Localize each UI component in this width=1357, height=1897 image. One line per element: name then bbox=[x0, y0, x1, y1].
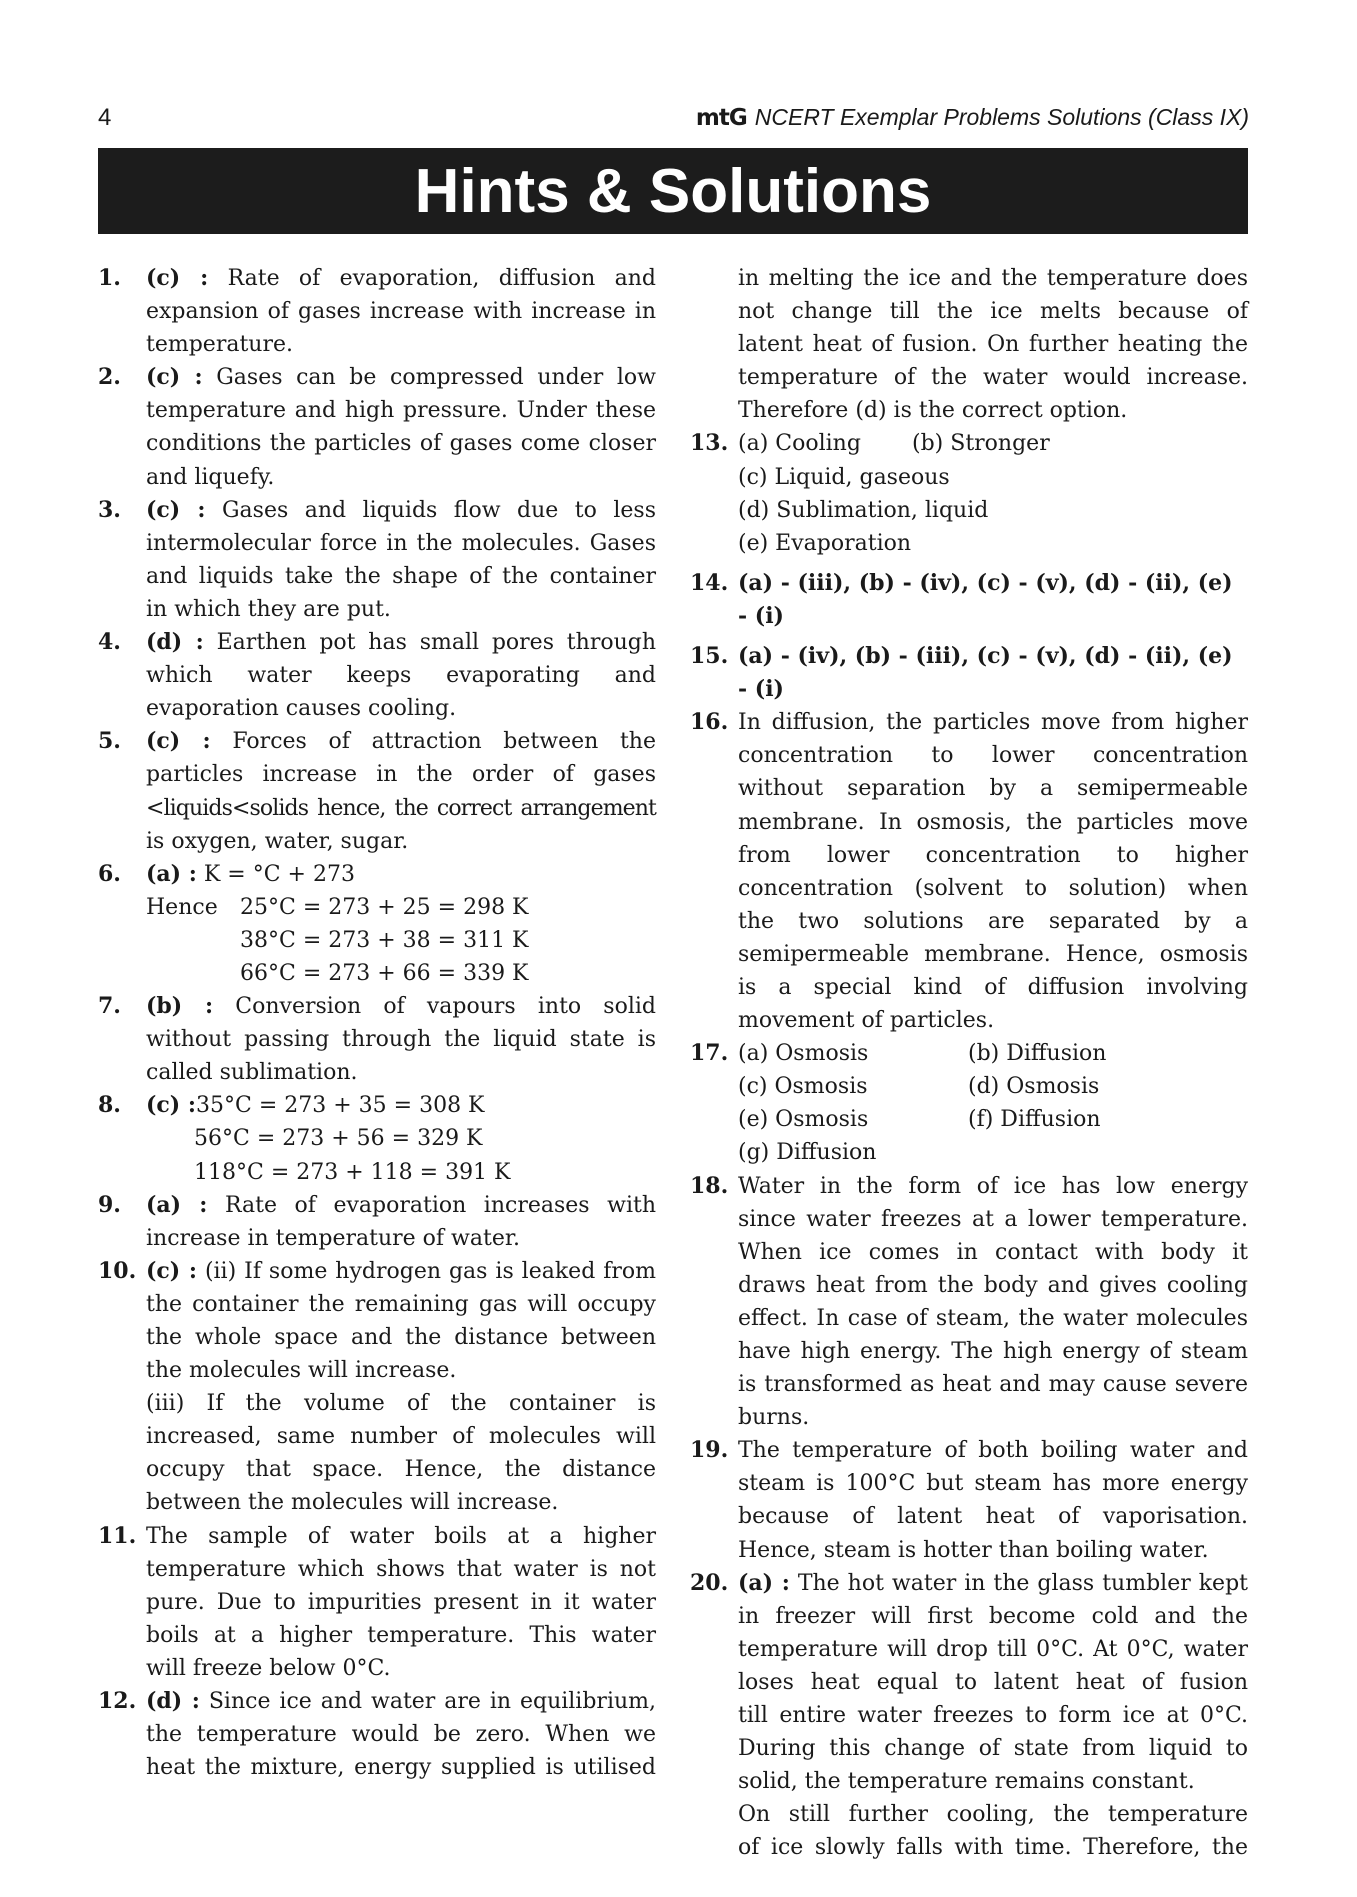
answer-option: (c) : bbox=[146, 265, 209, 291]
answer-line: increased, same number of molecules will bbox=[146, 1424, 656, 1450]
publisher-logo: mtG bbox=[695, 105, 747, 131]
answer-line: of ice slowly falls with time. Therefore, the bbox=[738, 1835, 1248, 1861]
answer-line: (iii) If the volume of the container is bbox=[146, 1391, 656, 1417]
answer-line bbox=[146, 858, 656, 891]
answer-line: movement of particles. bbox=[738, 1008, 995, 1034]
answer-number: 12. bbox=[98, 1688, 137, 1715]
answer-line: since water freezes at a lower temperature. bbox=[738, 1206, 1248, 1232]
answer-line: concentration to lower concentration bbox=[738, 743, 1248, 769]
answer-option: (b) : bbox=[146, 993, 214, 1020]
answer-20 bbox=[690, 1567, 1248, 1865]
answer-line: steam is 100°C but steam has more energy bbox=[738, 1471, 1248, 1497]
answer-text: Gases can be compressed under low bbox=[216, 365, 657, 391]
answer-number: 13. bbox=[690, 430, 729, 457]
answer-line: which water keeps evaporating and bbox=[146, 663, 656, 689]
equation: 25°C = 273 + 25 = 298 K bbox=[240, 894, 529, 920]
answer-line: without passing through the liquid state is bbox=[146, 1027, 656, 1053]
answer-line: is oxygen, water, sugar. bbox=[146, 828, 409, 854]
answer-number: 14. bbox=[690, 569, 729, 596]
answer-line: Water in the form of ice has low energy bbox=[738, 1173, 1248, 1199]
answer-line: temperature will drop till 0°C. At 0°C, water bbox=[738, 1636, 1248, 1662]
answer-option: (a) : bbox=[146, 860, 197, 887]
answer-15 bbox=[690, 640, 1248, 706]
running-header bbox=[98, 100, 1249, 136]
answer-line: expansion of gases increase with increase in bbox=[146, 299, 656, 325]
answer-18 bbox=[690, 1170, 1248, 1435]
answer-number: 1. bbox=[98, 265, 121, 291]
answer-text: Forces of attraction between the bbox=[232, 729, 656, 755]
option-g: (g) Diffusion bbox=[738, 1140, 877, 1166]
option-b: (b) Diffusion bbox=[968, 1041, 1107, 1067]
answer-line: is transformed as heat and may cause severe bbox=[738, 1372, 1248, 1398]
answer-10 bbox=[98, 1255, 656, 1520]
option-a: (a) Osmosis bbox=[738, 1041, 869, 1067]
answer-6 bbox=[98, 858, 656, 990]
answer-option: (c) : bbox=[146, 1257, 197, 1284]
answer-option: (c) : bbox=[146, 496, 206, 523]
answer-line bbox=[146, 1189, 656, 1222]
answer-number: 7. bbox=[98, 993, 121, 1020]
option-d: (d) Osmosis bbox=[968, 1074, 1100, 1100]
answer-line: the whole space and the distance between bbox=[146, 1325, 656, 1350]
answer-line: from lower concentration to higher bbox=[738, 842, 1248, 868]
answer-line: Therefore (d) is the correct option. bbox=[738, 398, 1128, 424]
answer-16 bbox=[690, 706, 1248, 1037]
answer-line: On still further cooling, the temperature bbox=[738, 1802, 1248, 1828]
answer-line: in which they are put. bbox=[146, 596, 391, 622]
answer-9 bbox=[98, 1189, 656, 1255]
match-answer bbox=[738, 640, 1248, 706]
answer-number: 19. bbox=[690, 1437, 729, 1464]
answer-line: Hence, steam is hotter than boiling water. bbox=[738, 1537, 1209, 1563]
book-title-text: NCERT Exemplar Problems Solutions (Class IX) bbox=[754, 104, 1249, 130]
option-e: (e) Evaporation bbox=[738, 530, 912, 556]
answer-5 bbox=[98, 725, 656, 857]
answer-4 bbox=[98, 626, 656, 725]
answer-line: temperature. bbox=[146, 332, 293, 358]
answer-line bbox=[146, 1089, 656, 1122]
answer-19 bbox=[690, 1434, 1248, 1566]
answer-line bbox=[146, 262, 656, 295]
answer-number: 16. bbox=[690, 709, 729, 736]
answer-2 bbox=[98, 361, 656, 493]
answer-line: pure. Due to impurities present in it water bbox=[146, 1589, 656, 1615]
answer-option: (d) : bbox=[146, 1688, 200, 1715]
answer-line: During this change of state from liquid to bbox=[738, 1736, 1248, 1762]
answer-line: the container the remaining gas will occupy bbox=[146, 1291, 656, 1317]
answer-number: 15. bbox=[690, 643, 729, 670]
answer-line: membrane. In osmosis, the particles move bbox=[738, 809, 1248, 835]
answer-11 bbox=[98, 1520, 656, 1685]
spacer bbox=[690, 560, 1248, 567]
answer-line: particles increase in the order of gases bbox=[146, 762, 656, 788]
answer-line: <liquids<solids hence, the correct arrangement bbox=[146, 795, 656, 821]
answer-number: 3. bbox=[98, 496, 121, 523]
answer-number: 5. bbox=[98, 728, 121, 755]
match-answer-text: (a) - (iii), (b) - (iv), (c) - (v), (d) - (ii), (e) - (i) bbox=[738, 569, 1233, 629]
equation: 56°C = 273 + 56 = 329 K bbox=[194, 1126, 483, 1152]
answer-line bbox=[146, 494, 656, 527]
option-c: (c) Liquid, gaseous bbox=[738, 464, 950, 490]
answer-8 bbox=[98, 1089, 656, 1188]
answer-option: (c) : bbox=[146, 1092, 196, 1119]
answer-number: 18. bbox=[690, 1172, 729, 1199]
answer-option: (a) : bbox=[146, 1191, 208, 1218]
answer-line: and liquids take the shape of the container bbox=[146, 563, 656, 589]
answer-line bbox=[146, 361, 656, 394]
answer-line bbox=[146, 626, 656, 659]
equation: 35°C = 273 + 35 = 308 K bbox=[196, 1093, 485, 1119]
answer-line: the two solutions are separated by a bbox=[738, 908, 1248, 934]
answer-line: have high energy. The high energy of steam bbox=[738, 1339, 1248, 1364]
answer-14 bbox=[690, 567, 1248, 633]
answer-line: temperature which shows that water is not bbox=[146, 1556, 656, 1582]
answer-1 bbox=[98, 262, 656, 361]
answer-line bbox=[738, 1037, 1248, 1070]
equation: 38°C = 273 + 38 = 311 K bbox=[240, 927, 529, 953]
hence-label: Hence bbox=[146, 894, 218, 920]
answer-line: between the molecules will increase. bbox=[146, 1490, 559, 1516]
book-title bbox=[696, 104, 1249, 131]
page-number: 4 bbox=[98, 104, 112, 131]
equation: 66°C = 273 + 66 = 339 K bbox=[240, 960, 529, 986]
spacer bbox=[690, 633, 1248, 640]
answer-line: in freezer will first become cold and the bbox=[738, 1603, 1248, 1629]
answer-17 bbox=[690, 1037, 1248, 1169]
answer-number: 4. bbox=[98, 629, 121, 656]
equation: 118°C = 273 + 118 = 391 K bbox=[194, 1159, 511, 1185]
answer-line: because of latent heat of vaporisation. bbox=[738, 1504, 1248, 1530]
right-column bbox=[690, 262, 1248, 1865]
answer-line: evaporation causes cooling. bbox=[146, 696, 457, 722]
answer-line bbox=[738, 1103, 1248, 1136]
answer-option: (c) : bbox=[146, 728, 211, 755]
answer-line: boils at a higher temperature. This water bbox=[146, 1622, 656, 1648]
option-a: (a) Cooling bbox=[738, 431, 861, 457]
answer-line: burns. bbox=[738, 1405, 810, 1431]
option-d: (d) Sublimation, liquid bbox=[738, 497, 989, 523]
answer-line: temperature of the water would increase. bbox=[738, 365, 1248, 391]
answer-line: heat the mixture, energy supplied is utilised bbox=[146, 1755, 656, 1781]
answer-text: Conversion of vapours into solid bbox=[235, 994, 656, 1020]
answer-line: will freeze below 0°C. bbox=[146, 1655, 391, 1681]
answer-7 bbox=[98, 990, 656, 1089]
answer-text: Rate of evaporation increases with bbox=[224, 1192, 656, 1218]
answer-line: not change till the ice melts because of bbox=[738, 299, 1248, 325]
answer-line: When ice comes in contact with body it bbox=[738, 1239, 1248, 1265]
answer-text: Rate of evaporation, diffusion and bbox=[227, 266, 657, 291]
answer-option: (c) : bbox=[146, 364, 203, 391]
left-column bbox=[98, 262, 656, 1784]
answer-number: 9. bbox=[98, 1191, 121, 1218]
answer-line bbox=[146, 1685, 656, 1718]
answer-number: 2. bbox=[98, 364, 121, 391]
answer-line: in melting the ice and the temperature does bbox=[738, 266, 1248, 291]
answer-line: draws heat from the body and gives cooling bbox=[738, 1272, 1248, 1298]
option-f: (f) Diffusion bbox=[968, 1107, 1101, 1133]
answer-line: effect. In case of steam, the water molecules bbox=[738, 1305, 1248, 1331]
answer-text: Earthen pot has small pores through bbox=[216, 630, 656, 656]
section-banner: Hints & Solutions bbox=[98, 148, 1248, 234]
answer-13 bbox=[690, 427, 1248, 559]
match-answer-text: (a) - (iv), (b) - (iii), (c) - (v), (d) - (ii), (e) - (i) bbox=[738, 643, 1233, 703]
answer-line: The sample of water boils at a higher bbox=[146, 1523, 656, 1549]
answer-3 bbox=[98, 494, 656, 626]
answer-text: Since ice and water are in equilibrium, bbox=[208, 1689, 657, 1715]
answer-line: semipermeable membrane. Hence, osmosis bbox=[738, 941, 1248, 967]
answer-line: temperature and high pressure. Under these bbox=[146, 398, 656, 424]
answer-line: loses heat equal to latent heat of fusion bbox=[738, 1669, 1248, 1695]
answer-line bbox=[146, 891, 656, 924]
answer-number: 11. bbox=[98, 1522, 137, 1549]
answer-line: and liquefy. bbox=[146, 464, 275, 490]
answer-line: occupy that space. Hence, the distance bbox=[146, 1457, 656, 1483]
answer-line bbox=[146, 1255, 656, 1288]
answer-line: the temperature would be zero. When we bbox=[146, 1722, 656, 1748]
answer-line bbox=[146, 990, 656, 1023]
answer-line bbox=[146, 725, 656, 758]
answer-line bbox=[738, 1070, 1248, 1103]
answer-line: is a special kind of diffusion involving bbox=[738, 974, 1248, 1000]
match-answer bbox=[738, 567, 1248, 633]
answer-number: 17. bbox=[690, 1040, 729, 1067]
answer-line: concentration (solvent to solution) when bbox=[738, 875, 1248, 901]
formula: K = °C + 273 bbox=[203, 861, 355, 887]
answer-line bbox=[738, 1567, 1248, 1600]
option-c: (c) Osmosis bbox=[738, 1074, 868, 1100]
option-b: (b) Stronger bbox=[912, 431, 1050, 457]
answer-line: In diffusion, the particles move from higher bbox=[738, 710, 1248, 736]
option-e: (e) Osmosis bbox=[738, 1107, 869, 1133]
answer-line: called sublimation. bbox=[146, 1060, 358, 1086]
answer-line: without separation by a semipermeable bbox=[738, 776, 1248, 802]
answer-line: conditions the particles of gases come closer bbox=[146, 431, 656, 457]
answer-line: increase in temperature of water. bbox=[146, 1225, 520, 1251]
answer-line: till entire water freezes to form ice at 0°C. bbox=[738, 1703, 1248, 1729]
answer-number: 20. bbox=[690, 1569, 729, 1596]
answer-number: 6. bbox=[98, 860, 121, 887]
answer-line: solid, the temperature remains constant. bbox=[738, 1769, 1195, 1795]
answer-12 bbox=[98, 1685, 656, 1784]
answer-option: (d) : bbox=[146, 629, 204, 656]
answer-text: (ii) If some hydrogen gas is leaked from bbox=[204, 1258, 657, 1284]
answer-text: The hot water in the glass tumbler kept bbox=[797, 1570, 1248, 1596]
answer-line bbox=[738, 427, 1248, 460]
answer-option: (a) : bbox=[738, 1569, 790, 1596]
answer-number: 8. bbox=[98, 1092, 121, 1119]
answer-line: latent heat of fusion. On further heating the bbox=[738, 332, 1248, 358]
answer-line: intermolecular force in the molecules. Gases bbox=[146, 530, 656, 556]
answer-12-continued bbox=[690, 262, 1248, 427]
answer-number: 10. bbox=[98, 1257, 137, 1284]
answer-line: The temperature of both boiling water and bbox=[738, 1438, 1248, 1464]
answer-text: Gases and liquids flow due to less bbox=[221, 497, 656, 523]
answer-line: the molecules will increase. bbox=[146, 1358, 457, 1384]
